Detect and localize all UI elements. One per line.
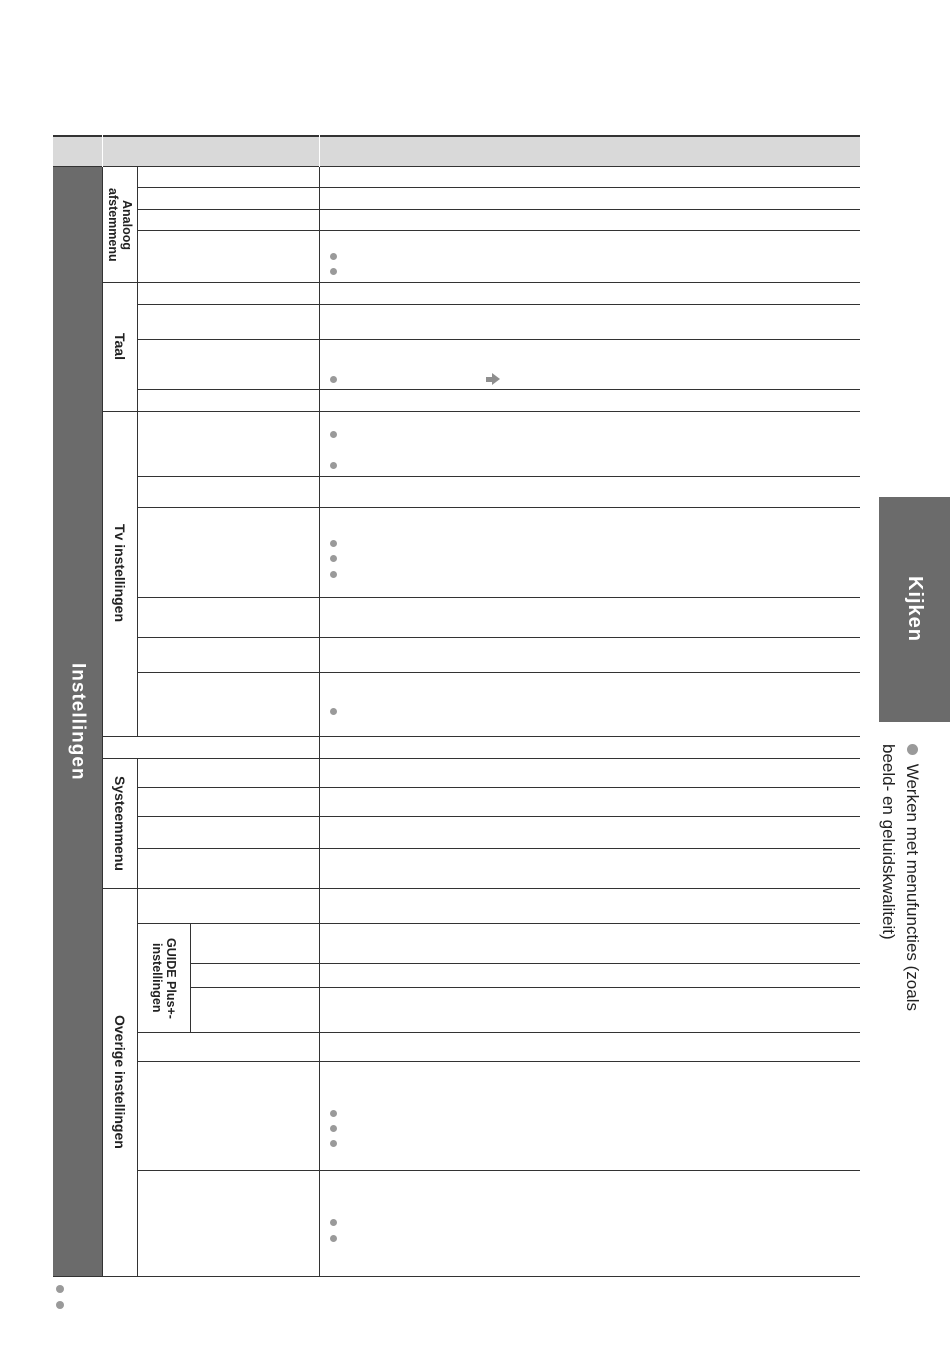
section-label-instellingen: Instellingen	[53, 167, 102, 1276]
row-separator	[137, 1061, 860, 1062]
bullet-icon	[907, 744, 918, 755]
group-separator	[102, 282, 860, 283]
column-border	[137, 167, 138, 736]
table-bottom-border	[53, 1276, 860, 1277]
row-separator	[190, 987, 860, 988]
column-border	[319, 167, 320, 1276]
header-divider	[102, 135, 103, 167]
header-bottom-border	[53, 166, 860, 167]
row-separator	[137, 389, 860, 390]
group-separator	[102, 758, 860, 759]
group-label-analoog-afstemmenu: Analoog afstemmenu	[106, 187, 134, 262]
bullet-icon	[330, 708, 337, 715]
row-separator	[137, 507, 860, 508]
table-top-border	[53, 135, 860, 137]
group-label-tv-instellingen: Tv instellingen	[112, 524, 128, 623]
bullet-icon	[330, 540, 337, 547]
row-separator	[137, 1170, 860, 1171]
row-separator	[137, 816, 860, 817]
column-border	[190, 923, 191, 1032]
bullet-icon	[330, 1235, 337, 1242]
side-note	[866, 744, 924, 1054]
bullet-icon	[330, 1125, 337, 1132]
row-separator	[137, 230, 860, 231]
bullet-icon	[56, 1301, 64, 1309]
row-separator	[137, 187, 860, 188]
header-divider	[319, 135, 320, 167]
group-label-overige-instellingen: Overige instellingen	[112, 1015, 128, 1149]
row-separator	[137, 787, 860, 788]
row-separator	[137, 304, 860, 305]
group-label-systeemmenu: Systeemmenu	[112, 775, 128, 871]
row-separator	[137, 1032, 860, 1033]
row-separator	[137, 209, 860, 210]
subgroup-label-guide-plus: GUIDE Plus+-instellingen	[150, 937, 178, 1019]
bullet-icon	[330, 268, 337, 275]
bullet-icon	[330, 555, 337, 562]
bullet-icon	[330, 376, 337, 383]
side-tab-kijken[interactable]: Kijken	[879, 497, 950, 722]
bullet-icon	[330, 571, 337, 578]
row-separator	[137, 848, 860, 849]
bullet-icon	[330, 1140, 337, 1147]
arrow-right-icon	[492, 373, 500, 385]
row-separator	[190, 963, 860, 964]
side-note-text: Werken met menufuncties (zoals beeld- en geluidskwaliteit)	[879, 744, 922, 1011]
row-separator	[137, 476, 860, 477]
row-separator	[137, 339, 860, 340]
bullet-icon	[330, 1110, 337, 1117]
row-separator	[137, 672, 860, 673]
bullet-icon	[330, 253, 337, 260]
group-separator	[102, 888, 860, 889]
row-separator	[137, 923, 860, 924]
bullet-icon	[330, 462, 337, 469]
bullet-icon	[56, 1285, 64, 1293]
group-separator	[102, 411, 860, 412]
row-separator	[137, 637, 860, 638]
row-separator	[137, 597, 860, 598]
group-label-taal: Taal	[112, 333, 128, 360]
bullet-icon	[330, 1219, 337, 1226]
table-header-row	[53, 135, 860, 167]
bullet-icon	[330, 431, 337, 438]
group-separator	[102, 736, 860, 737]
